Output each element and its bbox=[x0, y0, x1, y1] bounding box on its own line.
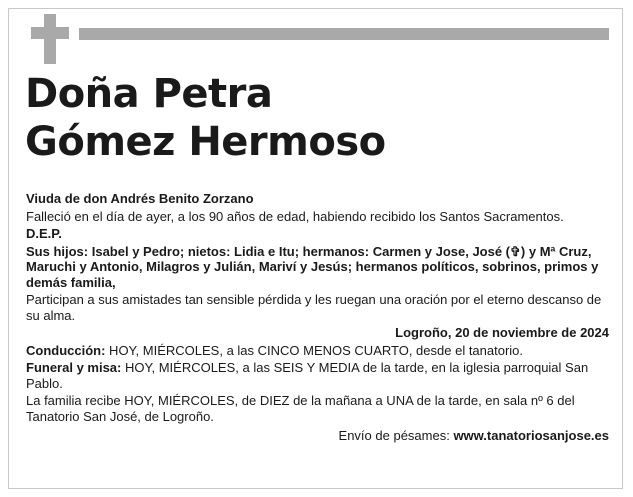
condolences-line bbox=[26, 428, 609, 444]
deceased-name-line1: Doña Petra bbox=[25, 71, 273, 117]
header-rule bbox=[79, 28, 609, 40]
place-date: Logroño, 20 de noviembre de 2024 bbox=[395, 325, 609, 340]
funeral-text: HOY, MIÉRCOLES, a las SEIS Y MEDIA de la tarde, en la iglesia parroquial San Pablo. bbox=[26, 360, 589, 391]
cross-vertical-bar bbox=[44, 14, 56, 64]
family-list: Sus hijos: Isabel y Pedro; nietos: Lidia e Itu; hermanos: Carmen y Jose, José (✞) y Mª Cruz, Maruchi y Antonio, Milagros y Julián, Mariví y Jesús; hermanos políticos, sobrinos, primos y demás familia, bbox=[26, 243, 599, 290]
death-notice: Falleció en el día de ayer, a los 90 años de edad, habiendo recibido los Santos Sacramentos. bbox=[26, 208, 564, 224]
deceased-name-line2: Gómez Hermoso bbox=[25, 119, 386, 165]
condolences-website: www.tanatoriosanjose.es bbox=[453, 428, 609, 443]
deceased-name bbox=[25, 70, 386, 166]
conduccion-text: HOY, MIÉRCOLES, a las CINCO MENOS CUARTO, desde el tanatorio. bbox=[105, 342, 524, 358]
condolences-label: Envío de pésames: bbox=[338, 428, 454, 443]
cross-horizontal-bar bbox=[31, 27, 69, 39]
conduccion-label: Conducción: bbox=[26, 342, 106, 358]
invitation-text: Participan a sus amistades tan sensible pérdida y les ruegan una oración por el eterno descanso de su alma. bbox=[26, 292, 602, 323]
conduccion-line bbox=[26, 343, 609, 359]
funeral-line bbox=[26, 360, 609, 391]
cross-icon bbox=[31, 14, 69, 64]
reception-text: La familia recibe HOY, MIÉRCOLES, de DIEZ de la mañana a UNA de la tarde, en sala nº 6 del Tanatorio San José, de Logroño. bbox=[26, 393, 575, 424]
obituary-body bbox=[26, 191, 609, 446]
dep-line: D.E.P. bbox=[26, 226, 62, 241]
widow-of-line: Viuda de don Andrés Benito Zorzano bbox=[26, 191, 254, 206]
funeral-label: Funeral y misa: bbox=[26, 360, 122, 375]
